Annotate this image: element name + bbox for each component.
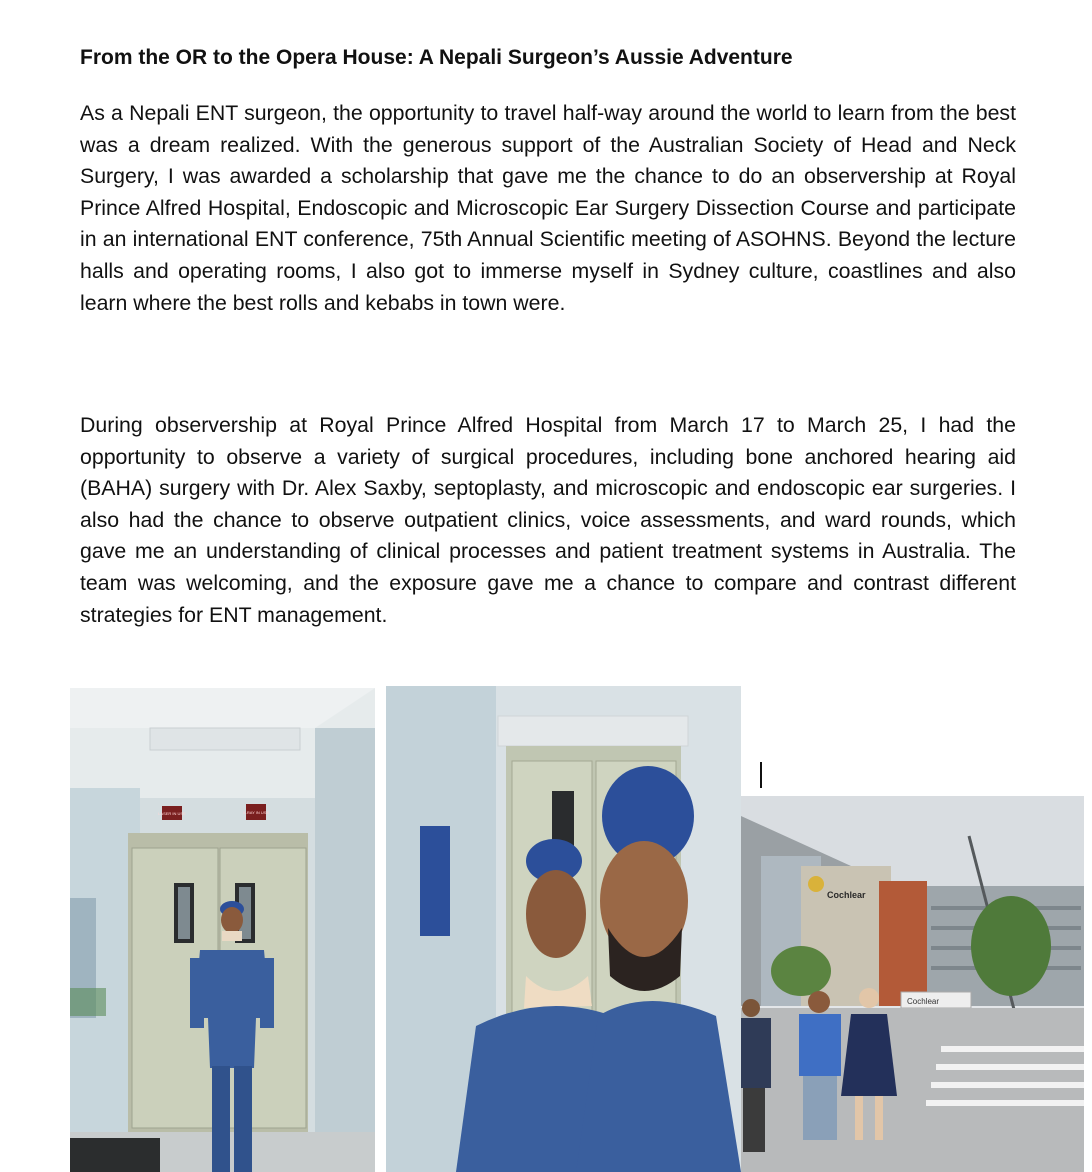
article-title: From the OR to the Opera House: A Nepali Surgeon’s Aussie Adventure	[80, 46, 793, 69]
photo-surgeon-at-theatre-door	[70, 688, 375, 1172]
cochlear-ground-sign-text: Cochlear	[907, 997, 940, 1006]
paragraph-observership: During observership at Royal Prince Alfred Hospital from March 17 to March 25, I had the opportunity to observe a variety of surgical procedures, including bone anchored hearing aid (BAHA) surgery with Dr. Alex Saxby, septoplasty, and microscopic and endoscopic ear surgeries. I also had the chance to observe outpatient clinics, voice assessments, and ward rounds, which gave me an understanding of clinical processes and patient treatment systems in Australia. The team was welcoming, and the exposure gave me a chance to compare and contrast different strategies for ENT management.	[80, 413, 1016, 627]
photo-two-surgeons-selfie	[386, 686, 741, 1172]
paragraph-intro: As a Nepali ENT surgeon, the opportunity to travel half-way around the world to learn from the best was a dream realized. With the generous support of the Australian Society of Head and Neck Surgery, I was awarded a scholarship that gave me the chance to do an observership at Royal Prince Alfred Hospital, Endoscopic and Microscopic Ear Surgery Dissection Course and participate in an international ENT conference, 75th Annual Scientific meeting of ASOHNS. Beyond the lecture halls and operating rooms, I also got to immerse myself in Sydney culture, coastlines and also learn where the best rolls and kebabs in town were.	[80, 101, 1016, 315]
xray-sign: X-RAY IN USE	[242, 810, 270, 815]
photo-cochlear-building-group	[741, 796, 1084, 1172]
text-cursor	[760, 762, 762, 788]
laser-sign: LASER IN USE	[158, 811, 186, 816]
cochlear-logo-text: Cochlear	[827, 890, 866, 900]
